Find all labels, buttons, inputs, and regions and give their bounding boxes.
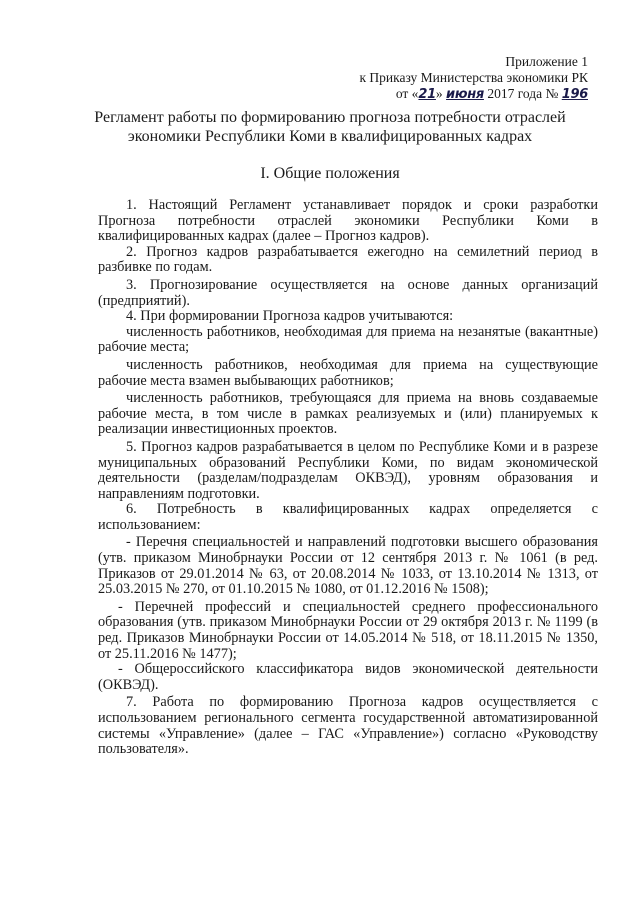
order-reference: к Приказу Министерства экономики РК <box>359 70 588 85</box>
paragraph-4-item-2: численность работников, необходимая для приема на существующие рабочие места взамен выбывающих работников; <box>98 356 598 389</box>
approval-block <box>359 54 588 103</box>
paragraph-3: 3. Прогнозирование осуществляется на основе данных организаций (предприятий). <box>98 276 598 309</box>
paragraph-4-item-1: численность работников, необходимая для приема на незанятые (вакантные) рабочие места; <box>98 323 598 356</box>
paragraph-7: 7. Работа по формированию Прогноза кадров осуществляется с использованием регионального сегмента государственной автоматизированной системы «Управление» (далее – ГАС «Управление») согласно «Руководству пользователя». <box>98 694 598 758</box>
paragraph-4-item-3: численность работников, требующаяся для приема на вновь создаваемые рабочие места, в том числе в рамках реализуемых и (или) планируемых к реализации инвестиционных проектов. <box>98 390 598 438</box>
paragraph-6-item-2: - Перечней профессий и специальностей среднего профессионального образования (утв. приказом Минобрнауки России от 29 октября 2013 г. № 1199 (в ред. Приказов Минобрнауки России от 14.05.2014 № 518, от 18.11.2015 № 1350, от 25.11.2016 № 1477); <box>98 598 598 662</box>
paragraph-6-item-3: - Общероссийского классификатора видов экономической деятельности (ОКВЭД). <box>98 661 598 693</box>
handwritten-day: 21 <box>418 87 436 102</box>
handwritten-month: июня <box>446 87 484 102</box>
paragraph-4: 4. При формировании Прогноза кадров учитываются: <box>126 308 454 325</box>
date-prefix: от « <box>395 86 419 101</box>
appendix-label: Приложение 1 <box>505 54 588 69</box>
paragraph-2: 2. Прогноз кадров разрабатывается ежегодно на семилетний период в разбивке по годам. <box>98 243 598 276</box>
paragraph-6-item-1: - Перечня специальностей и направлений подготовки высшего образования (утв. приказом Минобрнауки России от 12 сентября 2013 г. № 1061 (в ред. Приказов от 29.01.2014 № 63, от 20.08.2014 № 1033, от 13.10.2014 № 1313, от 25.03.2015 № 270, от 01.10.2015 № 1080, от 01.12.2016 № 1508); <box>98 534 598 598</box>
paragraph-5: 5. Прогноз кадров разрабатывается в целом по Республике Коми и в разрезе муниципальных образований Республики Коми, по видам экономической деятельности (разделам/подразделам ОКВЭД), уровням образования и направлениям подготовки. <box>98 438 598 502</box>
paragraph-1: 1. Настоящий Регламент устанавливает порядок и сроки разработки Прогноза потребности отраслей экономики Республики Коми в квалифицированных кадрах (далее – Прогноз кадров). <box>98 197 598 245</box>
date-mid: » <box>435 86 447 101</box>
handwritten-order-number: 196 <box>561 87 588 102</box>
document-title: Регламент работы по формированию прогноза потребности отраслей экономики Республики Коми в квалифицированных кадрах <box>94 109 566 145</box>
document-body <box>98 198 598 758</box>
date-year: 2017 года № <box>483 86 559 101</box>
order-date-line <box>359 86 588 103</box>
paragraph-6: 6. Потребность в квалифицированных кадрах определяется с использованием: <box>98 501 598 533</box>
section-heading: I. Общие положения <box>260 165 400 182</box>
